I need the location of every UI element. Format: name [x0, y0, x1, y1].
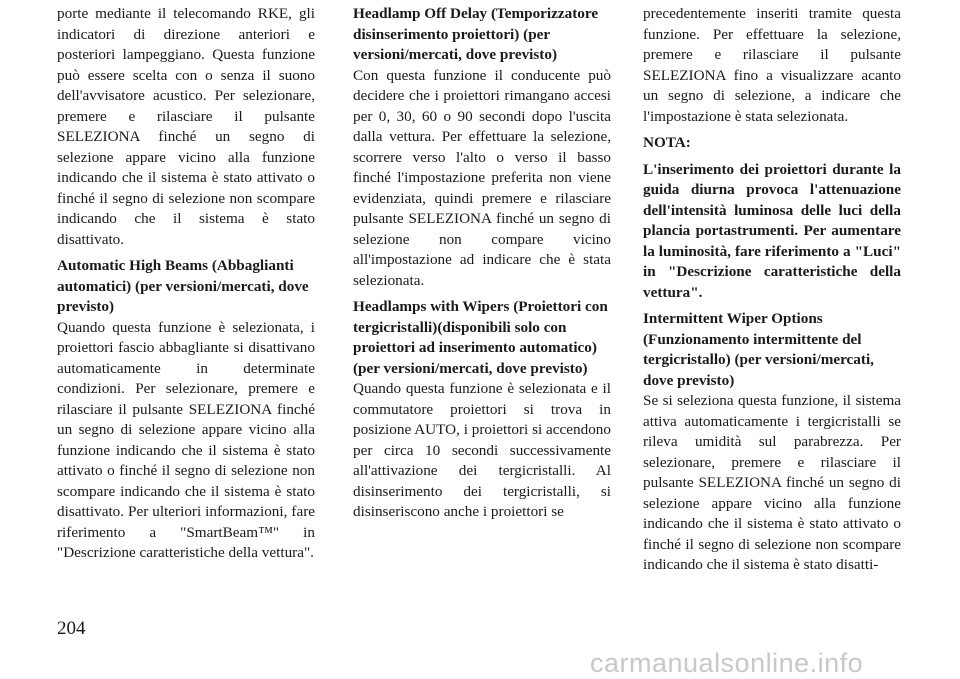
heading-headlamp-off-delay: Headlamp Off Delay (Temporizzatore disinserimento proiettori) (per versioni/mercati, dove previsto): [353, 5, 599, 63]
text-column-middle: [353, 4, 611, 529]
watermark: carmanualsonline.info: [590, 648, 864, 678]
paragraph-headlamp-off-delay: Con questa funzione il conducente può decidere che i proiettori rimangano accesi per 0, 30, 60 o 90 secondi dopo l'uscita dalla vettura. Per effettuare la selezione, scorrere verso l'alto o verso il basso finché l'impostazione preferita non viene evidenziata, quindi premere e rilasciare pulsante SELEZIONA finché un segno di selezione non compare vicino all'impostazione ad indicare che è stata selezionata.: [353, 66, 611, 289]
heading-automatic-high-beams: Automatic High Beams (Abbaglianti automatici) (per versioni/mercati, dove previsto): [57, 257, 309, 315]
note-text: L'inserimento dei proiettori durante la guida diurna provoca l'attenuazione dell'intensità luminosa delle luci della plancia portastrumenti. Per aumentare la luminosità, fare riferimento a "Luci" in "Descrizione caratteristiche della vettura".: [643, 160, 901, 301]
paragraph-automatic-high-beams: Quando questa funzione è selezionata, i proiettori fascio abbagliante si disattivano automaticamente in determinate condizioni. Per selezionare, premere e rilasciare il pulsante SELEZIONA finché un segno di selezione appare vicino alla funzione indicando che il sistema è stato attivato o finché il segno di selezione non scompare indicando che il sistema è stato disattivato. Per ulteriori informazioni, fare riferimento a "SmartBeam™" in "Descrizione caratteristiche della vettura".: [57, 318, 315, 561]
heading-headlamps-with-wipers: Headlamps with Wipers (Proiettori con tergicristalli)(disponibili solo con proiettori ad inserimento automatico) (per versioni/mercati, dove previsto): [353, 298, 608, 377]
page-number: 204: [57, 618, 86, 639]
heading-intermittent-wiper-options: Intermittent Wiper Options (Funzionamento intermittente del tergicristallo) (per versioni/mercati, dove previsto): [643, 310, 874, 389]
note-label: NOTA:: [643, 134, 691, 151]
paragraph-headlamps-with-wipers: Quando questa funzione è selezionata e il commutatore proiettori si trova in posizione AUTO, i proiettori si accendono per circa 10 secondi successivamente all'attivazione dei tergicristalli. Al disinserimento dei tergicristalli, si disinseriscono anche i proiettori se: [353, 380, 611, 520]
paragraph-wipers-continued: precedentemente inseriti tramite questa funzione. Per effettuare la selezione, premere e rilasciare il pulsante SELEZIONA fino a visualizzare acanto un segno di selezione, a indicare che l'impostazione è stata selezionata.: [643, 5, 901, 125]
paragraph-rke-flash: porte mediante il telecomando RKE, gli indicatori di direzione anteriori e posteriori lampeggiano. Questa funzione può essere scelta con o senza il suono dell'avvisatore acustico. Per selezionare, premere e rilasciare il pulsante SELEZIONA finché un segno di selezione appare vicino alla funzione indicando che il sistema è stato attivato o finché il segno di selezione non scompare indicando che il sistema è stato disattivato.: [57, 5, 315, 248]
paragraph-intermittent-wiper-options: Se si seleziona questa funzione, il sistema attiva automaticamente i tergicristalli se rileva umidità sul parabrezza. Per selezionare, premere e rilasciare il pulsante SELEZIONA finché un segno di selezione appare vicino alla funzione indicando che il sistema è stato attivato o finché il segno di selezione non scompare indicando che il sistema è stato disatti-: [643, 392, 901, 573]
text-column-left: [57, 4, 315, 570]
text-column-right: [643, 4, 901, 582]
